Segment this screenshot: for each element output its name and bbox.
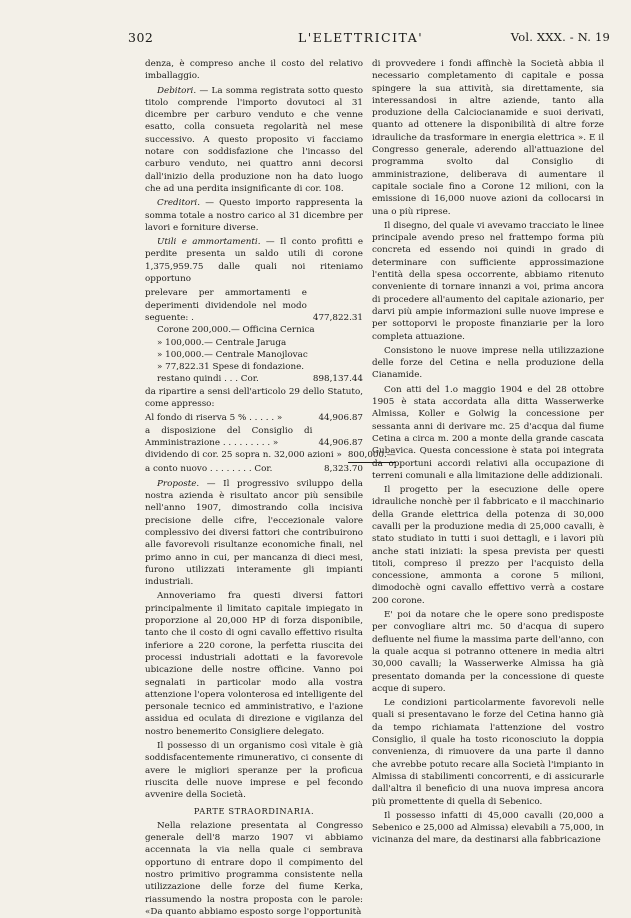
paragraph-ripartire: da ripartire a sensi dell'articolo 29 dello Statuto, come appresso: [145,386,363,410]
paragraph: Nella relazione presentata al Congresso generale dell'8 marzo 1907 vi abbiamo accennata la via nella quale ci sembrava opportuno di entrare dopo il compimento del nostro primitivo programma consistente nella utilizzazione delle forze del fiume Kerka, riassumendo la nostra proposta con le parole: «Da quanto abbiamo esposto sorge l'opportunità [145,820,363,917]
running-header [128,30,610,46]
paragraph: Il possesso di un organismo così vitale è già soddisfacentemente rimunerativo, ci consente di avere le migliori speranze per la proficua riuscita delle nuove imprese e pel fecondo avvenire della Società. [145,741,363,801]
paragraph: Consistono le nuove imprese nella utilizzazione delle forze del Cetina e nella produzione della Cianamide. [372,345,604,381]
runin-heading: Creditori. [157,198,201,209]
paragraph-creditori: Creditori. — Questo importo rappresenta la somma totale a nostro carico al 31 dicembre per lavori e forniture diverse. [145,198,363,233]
journal-title: L'ELETTRICITA' [298,30,424,45]
left-column [145,58,396,917]
paragraph: Annoveriamo fra questi diversi fattori principalmente il limitato capitale impiegato in proporzione al 20,000 HP di forza disponibile, tanto che il costo di ogni cavallo effettivo risulta inferiore a 220 corone, la perfetta riuscita dei processi industriali adottati e la favorevole ubicazione delle nostre officine. Vanno poi segnalati in particolar modo alla vostra attenzione l'opera volonterosa ed intelligente del personale tecnico ed amministrativo, e l'azione assidua ed oculata di direzione e vigilanza del nostro benemerito Consigliere delegato. [145,591,363,737]
paragraph-utili: Utili e ammortamenti. — Il conto profitti e perdite presenta un saldo utili di corone 1,375,959.75 dalle quali noi riteniamo opportuno [145,237,363,285]
volume-issue: Vol. XXX. - N. 19 [510,30,610,44]
paragraph: Il progetto per la esecuzione delle opere idrauliche nonchè per il fabbricato e il macchinario della Grande elettrica della potenza di 30,000 cavalli per la produzione media di 25,000 cavalli, è stato studiato in tutti i suoi dettagli, e i lavori più anche stati iniziati: la spesa prevista per questi titoli, compreso il prezzo per l'acquisto della concessione, ammonta a corone 5 milioni, dimodochè ogni cavallo effettivo verrà a costare 200 corone. [372,485,604,606]
section-heading: PARTE STRAORDINARIA. [193,805,315,816]
distrib-line: a disposizione del Consiglio di Amministrazione . . . . . . . . . » 44,906.87 [145,425,363,448]
alloc-line: » 100,000.— Centrale Jaruga [157,337,287,348]
alloc-line: » 77,822.31 Spese di fondazione. [157,362,305,373]
page-number: 302 [128,30,154,45]
runin-heading: Debitori. [157,85,197,96]
ledger-line-restano: restano quindi . . . Cor. 898,137.44 [157,374,363,385]
distrib-line: Al fondo di riserva 5 % . . . . . » 44,906.87 [145,413,363,424]
paragraph: E' poi da notare che le opere sono predisposte per convogliare altri mc. 50 d'acqua di supero defluente nel fiume la massima parte dell'anno, con la quale acqua si potranno ottenere in media altri 30,000 cavalli; la Wasserwerke Almissa ha già presentato domanda per la concessione di queste acque di supero. [372,610,604,694]
paragraph: denza, è compreso anche il costo del relativo imballaggio. [145,59,363,82]
runin-heading: Proposte. [157,478,200,489]
paragraph: di provvedere i fondi affinchè la Società abbia il necessario completamento di capitale e possa spingere la sua attività, sia direttamente, sia interessandosi in altre aziende, tanto alla produzione della Calciocianamide e suoi derivati, quanto ad ottenere la disponibilità di altre forze idrauliche da trasformare in energia elettrica ». E il Congresso generale, aderendo all'attuazione del programma svolto dal Consiglio di amministrazione, deliberava di aumentare il capitale sociale fino a Corone 12 milioni, con la emissione di 16,000 nuove azioni da collocarsi in una o più riprese. [372,59,604,217]
alloc-line: » 100,000.— Centrale Manojlovac [157,349,308,360]
paragraph-debitori: Debitori. — La somma registrata sotto questo titolo comprende l'importo dovutoci al 31 dicembre per carburo venduto e che venne esatto, colla consueta regolarità nel mese successivo. A questo proposito vi facciamo notare con soddisfazione che l'incasso del carburo venduto, nei quattro anni decorsi dall'inizio della produzione non ha dato luogo che ad una perdita insignificante di cor. 108. [145,85,363,194]
right-column [372,58,604,893]
paragraph: Il possesso infatti di 45,000 cavalli (20,000 a Sebenico e 25,000 ad Almissa) elevabili a 75,000, in vicinanza del mare, da destinarsi alla fabbricazione [372,810,604,846]
ledger-line-prelevare: prelevare per ammortamenti e deperimenti dividendole nel modo seguente: . 477,822.31 [145,288,363,323]
distrib-line: dividendo di cor. 25 sopra n. 32,000 azioni » 800,000.— [145,449,363,462]
distrib-line: a conto nuovo . . . . . . . . Cor. 8,323.70 [145,463,363,474]
runin-heading: Utili e ammortamenti. [157,237,261,248]
paragraph: Il disegno, del quale vi avevamo tracciato le linee principale avendo preso nel frattempo forma più concreta ed essendo noi quindi in grado di determinare con sufficiente approssimazione l'entità della spesa occorrente, abbiamo ritenuto conveniente di tornare innanzi a voi, prima ancora di procedere all'aumento del capitale azionario, per darvi più ampie informazioni sulle nuove imprese e per sottoporvi le proposte finanziarie per la loro completa attuazione. [372,220,604,342]
paragraph: Con atti del 1.o maggio 1904 e del 28 ottobre 1905 è stata accordata alla ditta Wasserwerke Almissa, Koller e Golwig la concessione per sessanta anni di derivare mc. 25 d'acqua dal fiume Cetina a circa m. 200 a monte della grande cascata Gubavica. Questa concessione è stata poi integrata da opportuni accordi relativi alla occupazione di terreni comunali e alla limitazione delle addizionali. [372,384,604,481]
alloc-line: Corone 200,000.— Officina Cernica [157,325,315,336]
paragraph: Le condizioni particolarmente favorevoli nelle quali si presentavano le forze del Cetina hanno già da tempo richiamata l'attenzione del vostro Consiglio, il quale ha tosto riconosciuto la doppia convenienza, di rimuovere da una parte il danno che avrebbe potuto recare alla Società l'impianto in Almissa di stabilimenti concorrenti, e di assicurarle dall'altra il beneficio di una nuova impresa ancora più promettente di quella di Sebenico. [372,698,604,807]
paragraph-proposte: Proposte. — Il progressivo sviluppo della nostra azienda è risultato ancor più sensibile nell'anno 1907, dimostrando colla incisiva precisione delle cifre, l'eccezionale valore complessivo dei diversi fattori che contribuirono alle favorevoli risultanze economiche finali, nel primo anno in cui, per mancanza di dieci mesi, furono utilizzati interamente gli impianti industriali. [145,478,363,588]
